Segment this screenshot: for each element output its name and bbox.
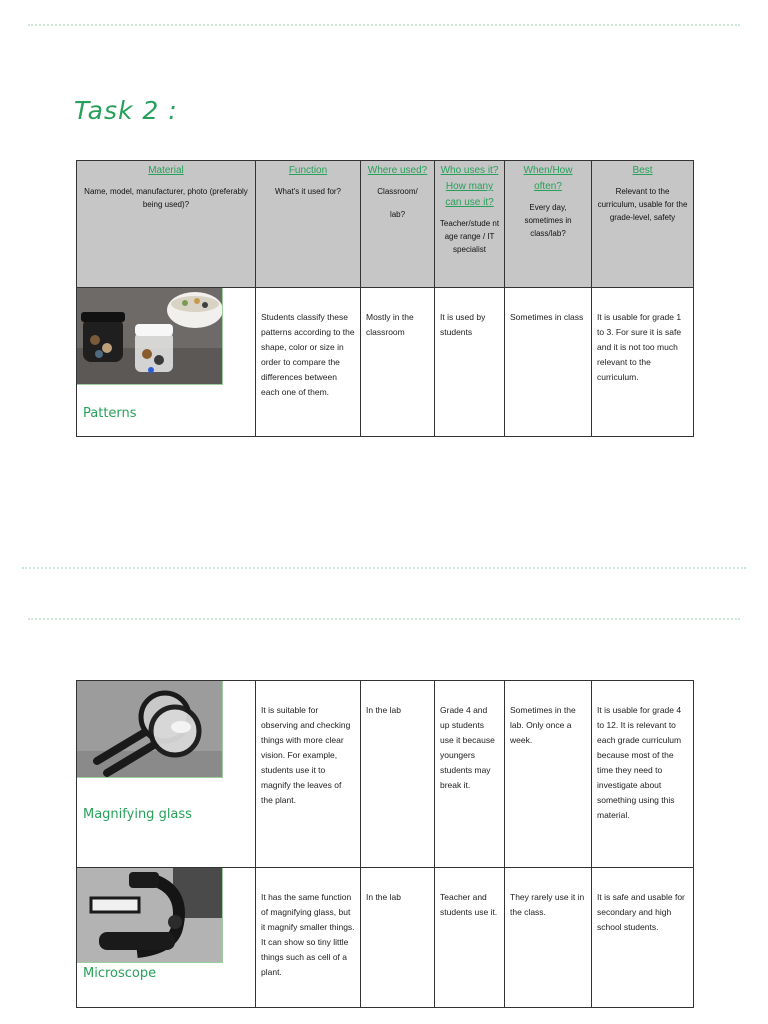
materials-table bbox=[76, 160, 694, 437]
header-when-how-often: When/How often? Every day, sometimes in class/lab? bbox=[505, 161, 592, 288]
material-name: Magnifying glass bbox=[83, 807, 192, 822]
function-cell: Students classify these patterns according to the shape, color or size in order to compare the differences between each one of them. bbox=[256, 288, 361, 437]
table-header-row bbox=[77, 161, 694, 288]
header-function: Function What's it used for? bbox=[256, 161, 361, 288]
header-material: Material Name, model, manufacturer, photo (preferably being used)? bbox=[77, 161, 256, 288]
best-cell: It is safe and usable for secondary and high school students. bbox=[592, 868, 694, 1008]
header-who-uses: Who uses it? How many can use it? Teacher/stude nt age range / IT specialist bbox=[435, 161, 505, 288]
header-where-used: Where used? Classroom/ lab? bbox=[361, 161, 435, 288]
when-cell: Sometimes in class bbox=[505, 288, 592, 437]
header-best: Best Relevant to the curriculum, usable for the grade-level, safety bbox=[592, 161, 694, 288]
best-cell: It is usable for grade 1 to 3. For sure it is safe and it is not too much relevant to the curriculum. bbox=[592, 288, 694, 437]
material-cell bbox=[77, 868, 256, 1008]
material-cell bbox=[77, 681, 256, 868]
magnifying-glass-photo bbox=[77, 681, 223, 778]
materials-table-continued bbox=[76, 680, 694, 1008]
page-title: Task 2 : bbox=[74, 96, 178, 125]
material-cell bbox=[77, 288, 256, 437]
function-cell: It is suitable for observing and checking things with more clear vision. For example, students use it to magnify the leaves of the plant. bbox=[256, 681, 361, 868]
material-name: Patterns bbox=[83, 406, 137, 421]
jars-and-bowl-photo bbox=[77, 288, 223, 385]
when-cell: Sometimes in the lab. Only once a week. bbox=[505, 681, 592, 868]
who-cell: Teacher and students use it. bbox=[435, 868, 505, 1008]
when-cell: They rarely use it in the class. bbox=[505, 868, 592, 1008]
where-cell: In the lab bbox=[361, 868, 435, 1008]
table-row bbox=[77, 868, 694, 1008]
dotted-divider bbox=[22, 567, 746, 569]
function-cell: It has the same function of magnifying glass, but it magnify smaller things. It can show so tiny little things such as cell of a plant. bbox=[256, 868, 361, 1008]
table-row bbox=[77, 681, 694, 868]
material-name: Microscope bbox=[83, 966, 157, 981]
where-cell: In the lab bbox=[361, 681, 435, 868]
who-cell: It is used by students bbox=[435, 288, 505, 437]
best-cell: It is usable for grade 4 to 12. It is relevant to each grade curriculum because most of the time they need to investigate about something using this material. bbox=[592, 681, 694, 868]
where-cell: Mostly in the classroom bbox=[361, 288, 435, 437]
dotted-divider bbox=[28, 618, 740, 620]
table-row bbox=[77, 288, 694, 437]
who-cell: Grade 4 and up students use it because youngers students may break it. bbox=[435, 681, 505, 868]
microscope-photo bbox=[77, 868, 223, 963]
dotted-divider bbox=[28, 24, 740, 26]
